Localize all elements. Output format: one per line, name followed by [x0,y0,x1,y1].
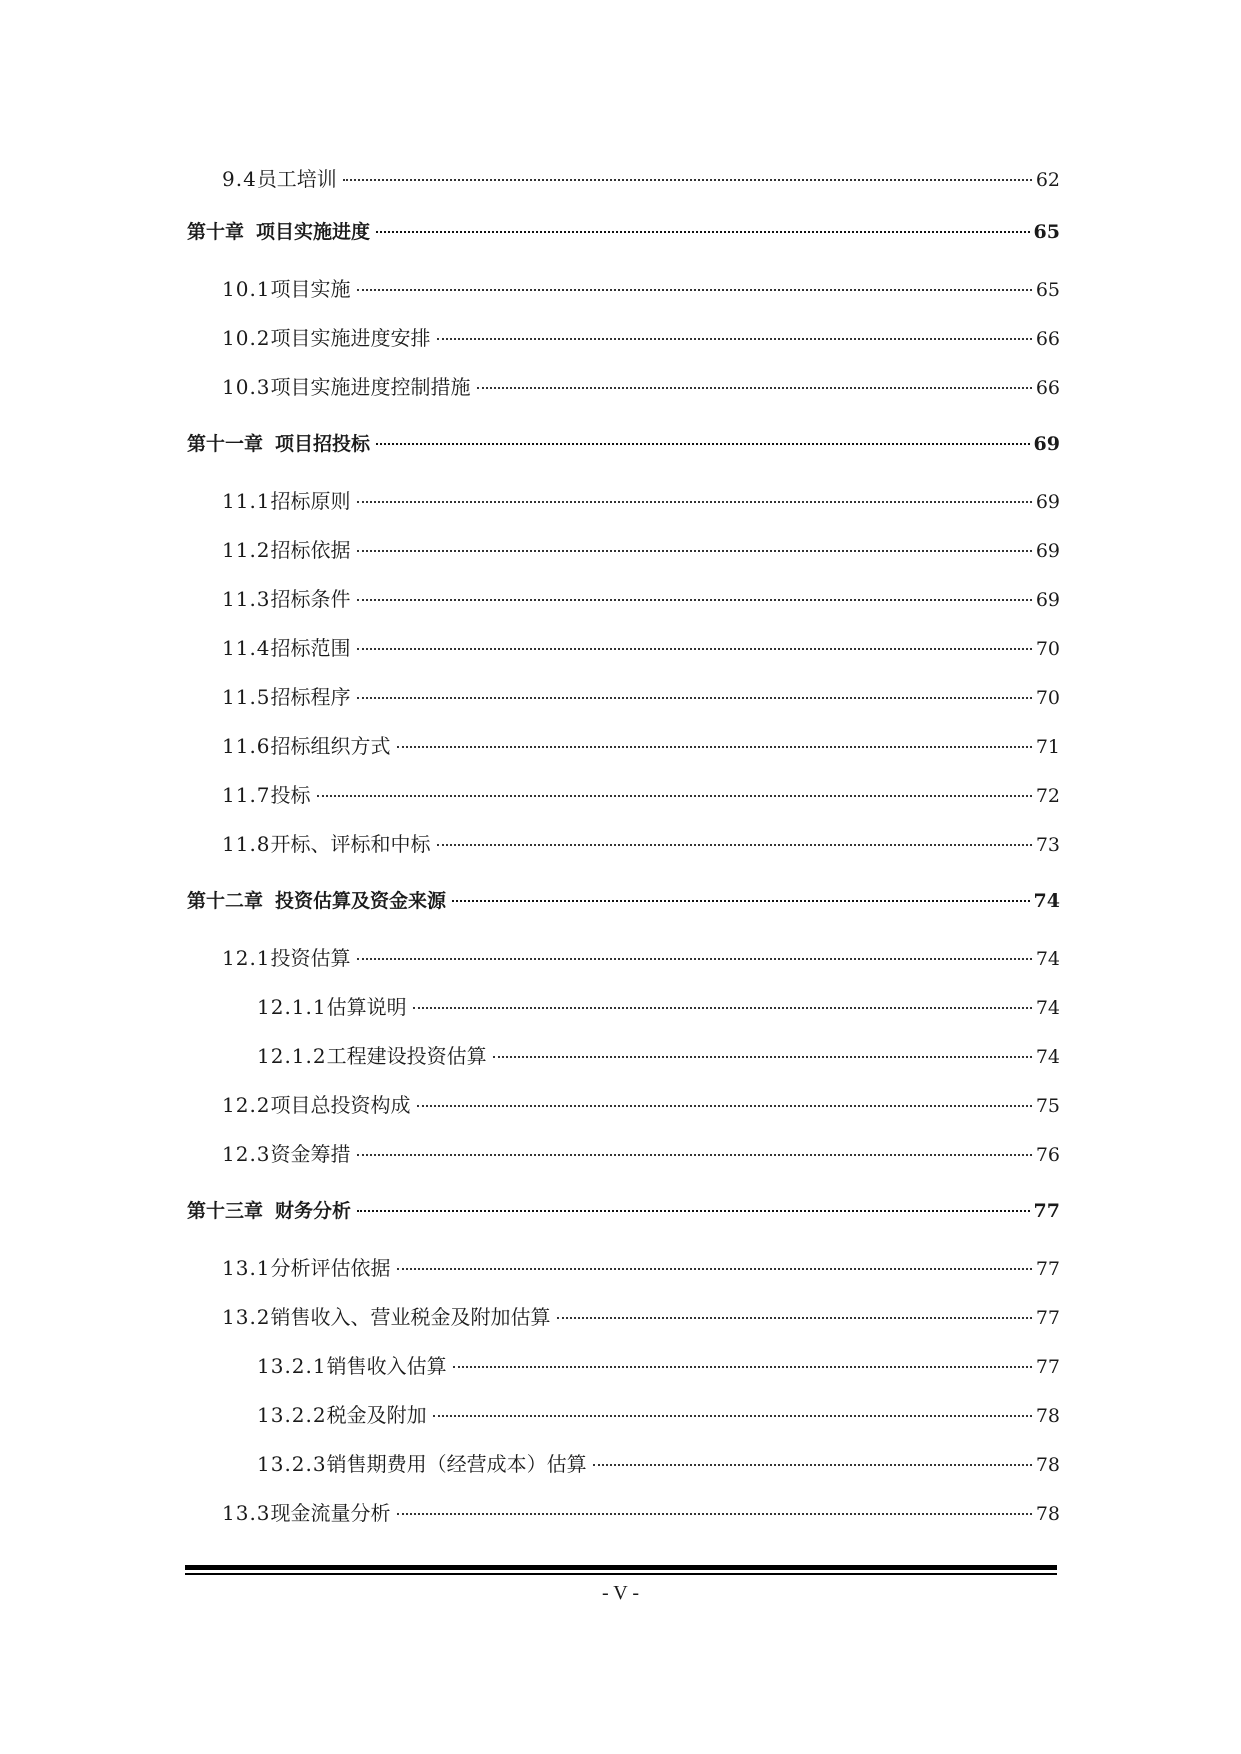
toc-chapter-entry[interactable] [187,1199,1060,1223]
toc-entry-page: 65 [1033,221,1060,243]
dot-leader [343,179,1032,181]
toc-entry-page: 69 [1033,433,1060,455]
toc-chapter-entry[interactable] [187,432,1060,456]
toc-entry-title: 投资估算 [270,946,351,970]
toc-entry-page: 72 [1035,785,1060,807]
toc-entry-page: 77 [1035,1258,1060,1280]
toc-entry-number: 11.7 [222,783,271,807]
toc-entry[interactable] [222,375,1060,399]
toc-entry[interactable] [222,783,1060,807]
toc-entry-number: 13.2.2 [257,1403,327,1427]
toc-entry[interactable] [222,946,1060,970]
toc-entry-number: 12.1 [222,946,271,970]
toc-entry-title: 项目实施 [270,277,351,301]
footer-rule-thin [185,1573,1057,1575]
dot-leader [357,599,1032,601]
toc-entry[interactable] [222,685,1060,709]
toc-entry-page: 70 [1035,687,1060,709]
dot-leader [437,844,1032,846]
dot-leader [437,338,1032,340]
dot-leader [397,1268,1032,1270]
toc-entry[interactable] [222,636,1060,660]
toc-entry-title: 招标条件 [270,587,351,611]
toc-entry-number: 13.3 [222,1501,271,1525]
toc-entry-title: 项目实施进度控制措施 [270,375,471,399]
toc-entry-title: 项目总投资构成 [270,1093,411,1117]
toc-entry-title: 资金筹措 [270,1142,351,1166]
toc-entry[interactable] [222,1256,1060,1280]
toc-entry-number: 13.2.3 [257,1452,327,1476]
toc-entry-page: 77 [1035,1307,1060,1329]
toc-entry-number: 11.5 [222,685,271,709]
dot-leader [557,1317,1032,1319]
toc-entry-title: 分析评估依据 [270,1256,391,1280]
toc-entry[interactable] [222,734,1060,758]
dot-leader [413,1007,1032,1009]
toc-entry-title: 销售收入、营业税金及附加估算 [270,1305,551,1329]
toc-entry[interactable] [222,277,1060,301]
toc-entry-page: 69 [1035,540,1060,562]
toc-entry-page: 77 [1035,1356,1060,1378]
toc-entry-number: 11.2 [222,538,271,562]
toc-entry-page: 74 [1035,1046,1060,1068]
toc-entry-page: 70 [1035,638,1060,660]
toc-entry[interactable] [222,587,1060,611]
toc-entry-page: 78 [1035,1454,1060,1476]
toc-entry-page: 66 [1035,377,1060,399]
dot-leader [493,1056,1032,1058]
toc-entry-page: 78 [1035,1503,1060,1525]
toc-entry-page: 69 [1035,491,1060,513]
footer-rule-thick [185,1565,1057,1570]
toc-entry-number: 11.4 [222,636,271,660]
toc-entry-title: 估算说明 [326,995,407,1019]
toc-entry-number: 12.1.1 [257,995,327,1019]
toc-chapter-title: 项目实施进度 [256,221,371,243]
toc-chapter-title: 投资估算及资金来源 [275,890,447,912]
toc-entry-page: 76 [1035,1144,1060,1166]
toc-entry[interactable] [222,1501,1060,1525]
toc-entry-page: 78 [1035,1405,1060,1427]
toc-entry-page: 74 [1035,948,1060,970]
dot-leader [417,1105,1032,1107]
toc-entry-number: 11.3 [222,587,271,611]
dot-leader [357,958,1032,960]
toc-chapter-number: 第十一章 [187,433,264,455]
dot-leader [357,648,1032,650]
dot-leader [357,1210,1030,1212]
toc-entry-number: 13.2 [222,1305,271,1329]
dot-leader [452,900,1030,902]
toc-entry-title: 招标依据 [270,538,351,562]
toc-entry-title: 销售收入估算 [326,1354,447,1378]
toc-entry-title: 工程建设投资估算 [326,1044,487,1068]
toc-subentry[interactable] [257,1354,1060,1378]
toc-subentry[interactable] [257,1044,1060,1068]
toc-entry-page: 69 [1035,589,1060,611]
toc-entry[interactable] [222,167,1060,191]
toc-entry-title: 开标、评标和中标 [270,832,431,856]
toc-subentry[interactable] [257,995,1060,1019]
toc-entry[interactable] [222,1305,1060,1329]
dot-leader [357,1154,1032,1156]
toc-entry-page: 71 [1035,736,1060,758]
page-number: - V - [601,1582,640,1604]
toc-entry-number: 12.2 [222,1093,271,1117]
toc-entry-title: 现金流量分析 [270,1501,391,1525]
toc-entry-number: 12.3 [222,1142,271,1166]
dot-leader [376,231,1030,233]
toc-chapter-number: 第十二章 [187,890,264,912]
toc-entry[interactable] [222,1142,1060,1166]
dot-leader [433,1415,1032,1417]
toc-chapter-title: 项目招投标 [275,433,371,455]
toc-chapter-number: 第十章 [187,221,245,243]
toc-entry-title: 项目实施进度安排 [270,326,431,350]
toc-entry-title: 招标原则 [270,489,351,513]
dot-leader [397,1513,1032,1515]
toc-chapter-number: 第十三章 [187,1200,264,1222]
toc-entry-number: 11.6 [222,734,271,758]
toc-chapter-title: 财务分析 [275,1200,352,1222]
toc-entry-title: 投标 [270,783,311,807]
toc-entry-number: 10.1 [222,277,271,301]
toc-entry-page: 73 [1035,834,1060,856]
toc-entry-number: 11.1 [222,489,271,513]
toc-entry-number: 13.1 [222,1256,271,1280]
toc-chapter-entry[interactable] [187,889,1060,913]
dot-leader [357,697,1032,699]
toc-entry-title: 税金及附加 [326,1403,427,1427]
dot-leader [357,501,1032,503]
toc-entry-page: 74 [1035,997,1060,1019]
toc-entry-title: 销售期费用（经营成本）估算 [326,1452,587,1476]
toc-entry-page: 77 [1033,1200,1060,1222]
toc-entry-title: 招标范围 [270,636,351,660]
toc-entry-number: 12.1.2 [257,1044,327,1068]
dot-leader [376,443,1030,445]
toc-entry-number: 9.4 [222,167,257,191]
toc-entry[interactable] [222,1093,1060,1117]
toc-entry[interactable] [222,326,1060,350]
toc-entry-number: 10.2 [222,326,271,350]
dot-leader [593,1464,1032,1466]
dot-leader [477,387,1032,389]
toc-entry-title: 招标组织方式 [270,734,391,758]
dot-leader [397,746,1032,748]
toc-entry-number: 11.8 [222,832,271,856]
dot-leader [453,1366,1032,1368]
toc-subentry[interactable] [257,1452,1060,1476]
dot-leader [357,289,1032,291]
toc-subentry[interactable] [257,1403,1060,1427]
toc-entry-page: 75 [1035,1095,1060,1117]
toc-entry-page: 65 [1035,279,1060,301]
toc-entry-title: 员工培训 [256,167,337,191]
toc-entry-page: 74 [1033,890,1060,912]
toc-entry-page: 66 [1035,328,1060,350]
toc-chapter-entry[interactable] [187,220,1060,244]
dot-leader [357,550,1032,552]
toc-entry[interactable] [222,538,1060,562]
toc-entry-number: 10.3 [222,375,271,399]
toc-entry-number: 13.2.1 [257,1354,327,1378]
toc-entry-title: 招标程序 [270,685,351,709]
toc-entry[interactable] [222,832,1060,856]
toc-entry-page: 62 [1035,169,1060,191]
dot-leader [317,795,1032,797]
toc-entry[interactable] [222,489,1060,513]
